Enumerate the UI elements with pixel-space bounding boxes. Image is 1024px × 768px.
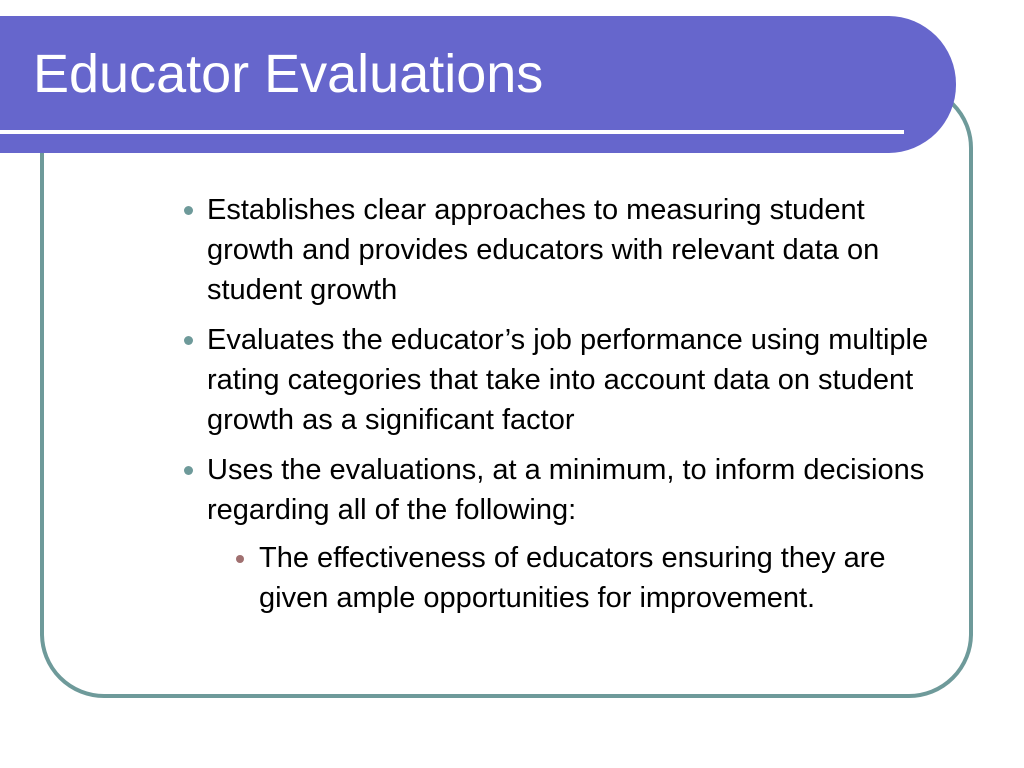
- bullet-item: [180, 190, 950, 310]
- bullet-item: [180, 450, 950, 618]
- bullet-item: [180, 320, 950, 440]
- bullet-list: [180, 190, 950, 628]
- bullet-text: Establishes clear approaches to measuring student growth and provides educators with relevant data on student growth: [207, 194, 880, 306]
- sub-bullet-item: [232, 538, 950, 618]
- sub-bullet-dot-icon: [236, 555, 244, 563]
- bullet-text: Uses the evaluations, at a minimum, to inform decisions regarding all of the following:: [207, 454, 925, 526]
- sub-bullet-text: The effectiveness of educators ensuring they are given ample opportunities for improvement.: [259, 542, 886, 614]
- bullet-dot-icon: [184, 466, 193, 475]
- bullet-text: Evaluates the educator’s job performance using multiple rating categories that take into account data on student growth as a significant factor: [207, 324, 929, 436]
- title-underline: [0, 130, 904, 134]
- slide-title: Educator Evaluations: [33, 44, 544, 104]
- sub-bullet-list: [207, 538, 950, 618]
- bullet-dot-icon: [184, 206, 193, 215]
- bullet-dot-icon: [184, 336, 193, 345]
